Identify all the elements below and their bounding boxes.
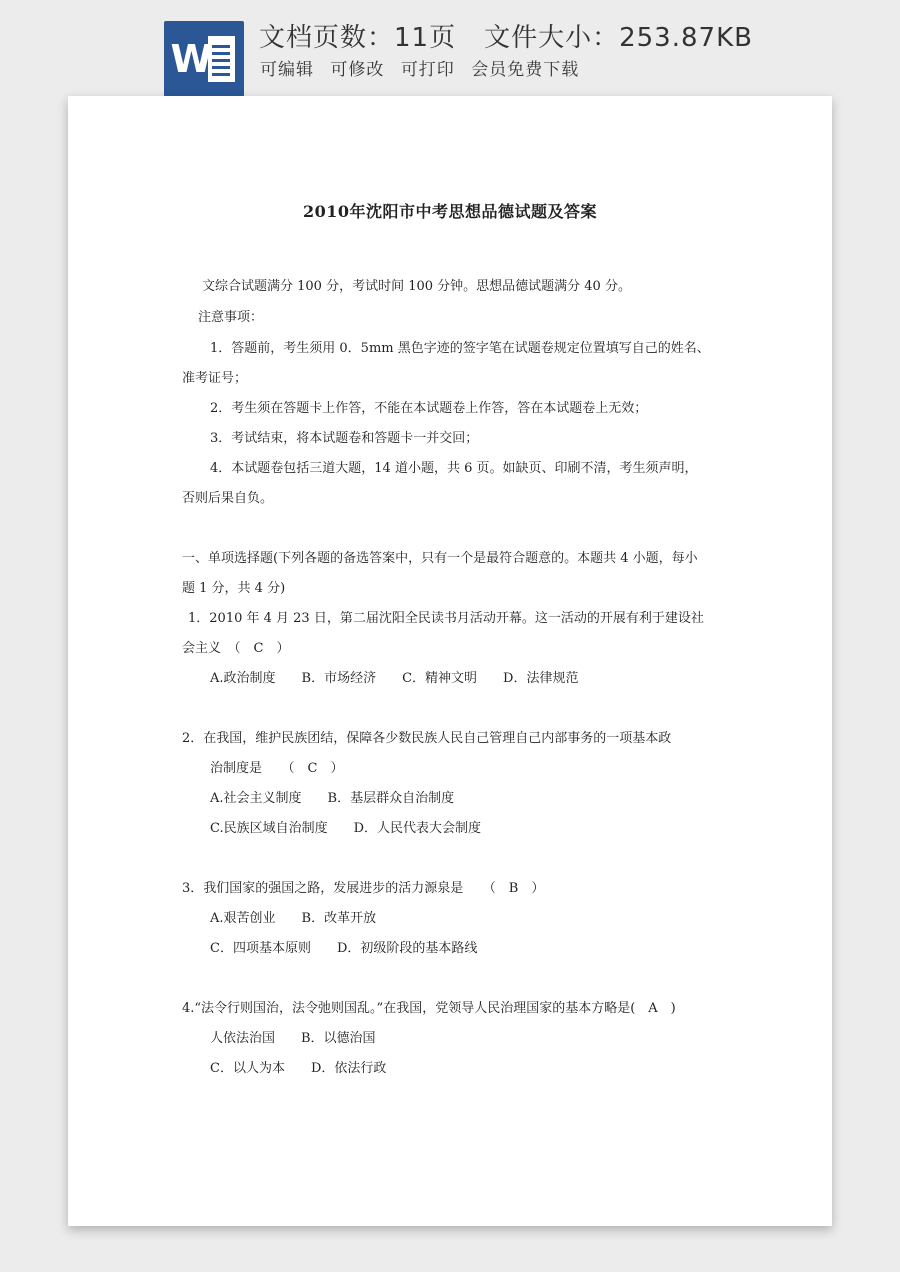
question-3: 3．我们国家的强国之路，发展进步的活力源泉是 （ B ） <box>182 881 545 896</box>
question-4-options-1: 人依法治国 B．以德治国 <box>210 1031 376 1046</box>
document-page <box>68 96 832 1226</box>
question-4: 4.“法令行则国治，法令弛则国乱。”在我国，党领导人民治理国家的基本方略是( A ) <box>182 1001 676 1016</box>
document-title: 2010年沈阳市中考思想品德试题及答案 <box>302 202 598 221</box>
question-1: 1．2010 年 4 月 23 日，第二届沈阳全民读书月活动开幕。这一活动的开展有利于建设社 <box>188 611 704 626</box>
note-1-cont: 准考证号； <box>182 371 248 386</box>
notes-heading: 注意事项： <box>198 310 264 325</box>
file-stats <box>259 17 753 54</box>
note-1: 1．答题前，考生须用 0．5mm 黑色字迹的签字笔在试题卷规定位置填写自己的姓名、 <box>210 341 710 356</box>
word-document-icon <box>164 21 244 97</box>
note-3: 3．考试结束，将本试题卷和答题卡一并交回； <box>210 431 479 446</box>
feature-list <box>260 55 589 80</box>
note-4-cont: 否则后果自负。 <box>182 491 274 506</box>
document-info-header <box>0 0 900 100</box>
section-1-heading: 一、单项选择题(下列各题的备选答案中，只有一个是最符合题意的。本题共 4 小题，每小 <box>182 551 698 566</box>
question-2-options-2: C.民族区域自治制度 D．人民代表大会制度 <box>210 821 482 836</box>
feature-member-download: 会员免费下载 <box>471 60 580 80</box>
question-2: 2．在我国，维护民族团结，保障各少数民族人民自己管理自己内部事务的一项基本政 <box>182 731 672 746</box>
page-count: 文档页数：11页 <box>259 23 457 53</box>
note-4: 4．本试题卷包括三道大题，14 道小题，共 6 页。如缺页、印刷不清，考生须声明， <box>210 461 698 476</box>
feature-modifiable: 可修改 <box>330 60 385 80</box>
question-2-options-1: A.社会主义制度 B．基层群众自治制度 <box>210 791 455 806</box>
question-4-options-2: C．以人为本 D．依法行政 <box>210 1061 387 1076</box>
question-1-cont: 会主义 （ C ） <box>182 641 290 656</box>
feature-printable: 可打印 <box>400 60 455 80</box>
note-2: 2．考生须在答题卡上作答，不能在本试题卷上作答，答在本试题卷上无效； <box>210 401 648 416</box>
feature-editable: 可编辑 <box>260 60 314 80</box>
question-3-options-2: C．四项基本原则 D．初级阶段的基本路线 <box>210 941 478 956</box>
word-letter: W <box>170 37 212 81</box>
document-lines-icon <box>208 36 235 82</box>
question-1-options: A.政治制度 B．市场经济 C．精神文明 D．法律规范 <box>210 671 579 686</box>
file-size: 文件大小：253.87KB <box>484 23 753 53</box>
intro-text: 文综合试题满分 100 分，考试时间 100 分钟。思想品德试题满分 40 分。 <box>202 279 631 294</box>
section-1-heading-cont: 题 1 分，共 4 分) <box>182 581 286 596</box>
question-2-cont: 治制度是 （ C ） <box>210 761 344 776</box>
question-3-options-1: A.艰苦创业 B．改革开放 <box>210 911 377 926</box>
